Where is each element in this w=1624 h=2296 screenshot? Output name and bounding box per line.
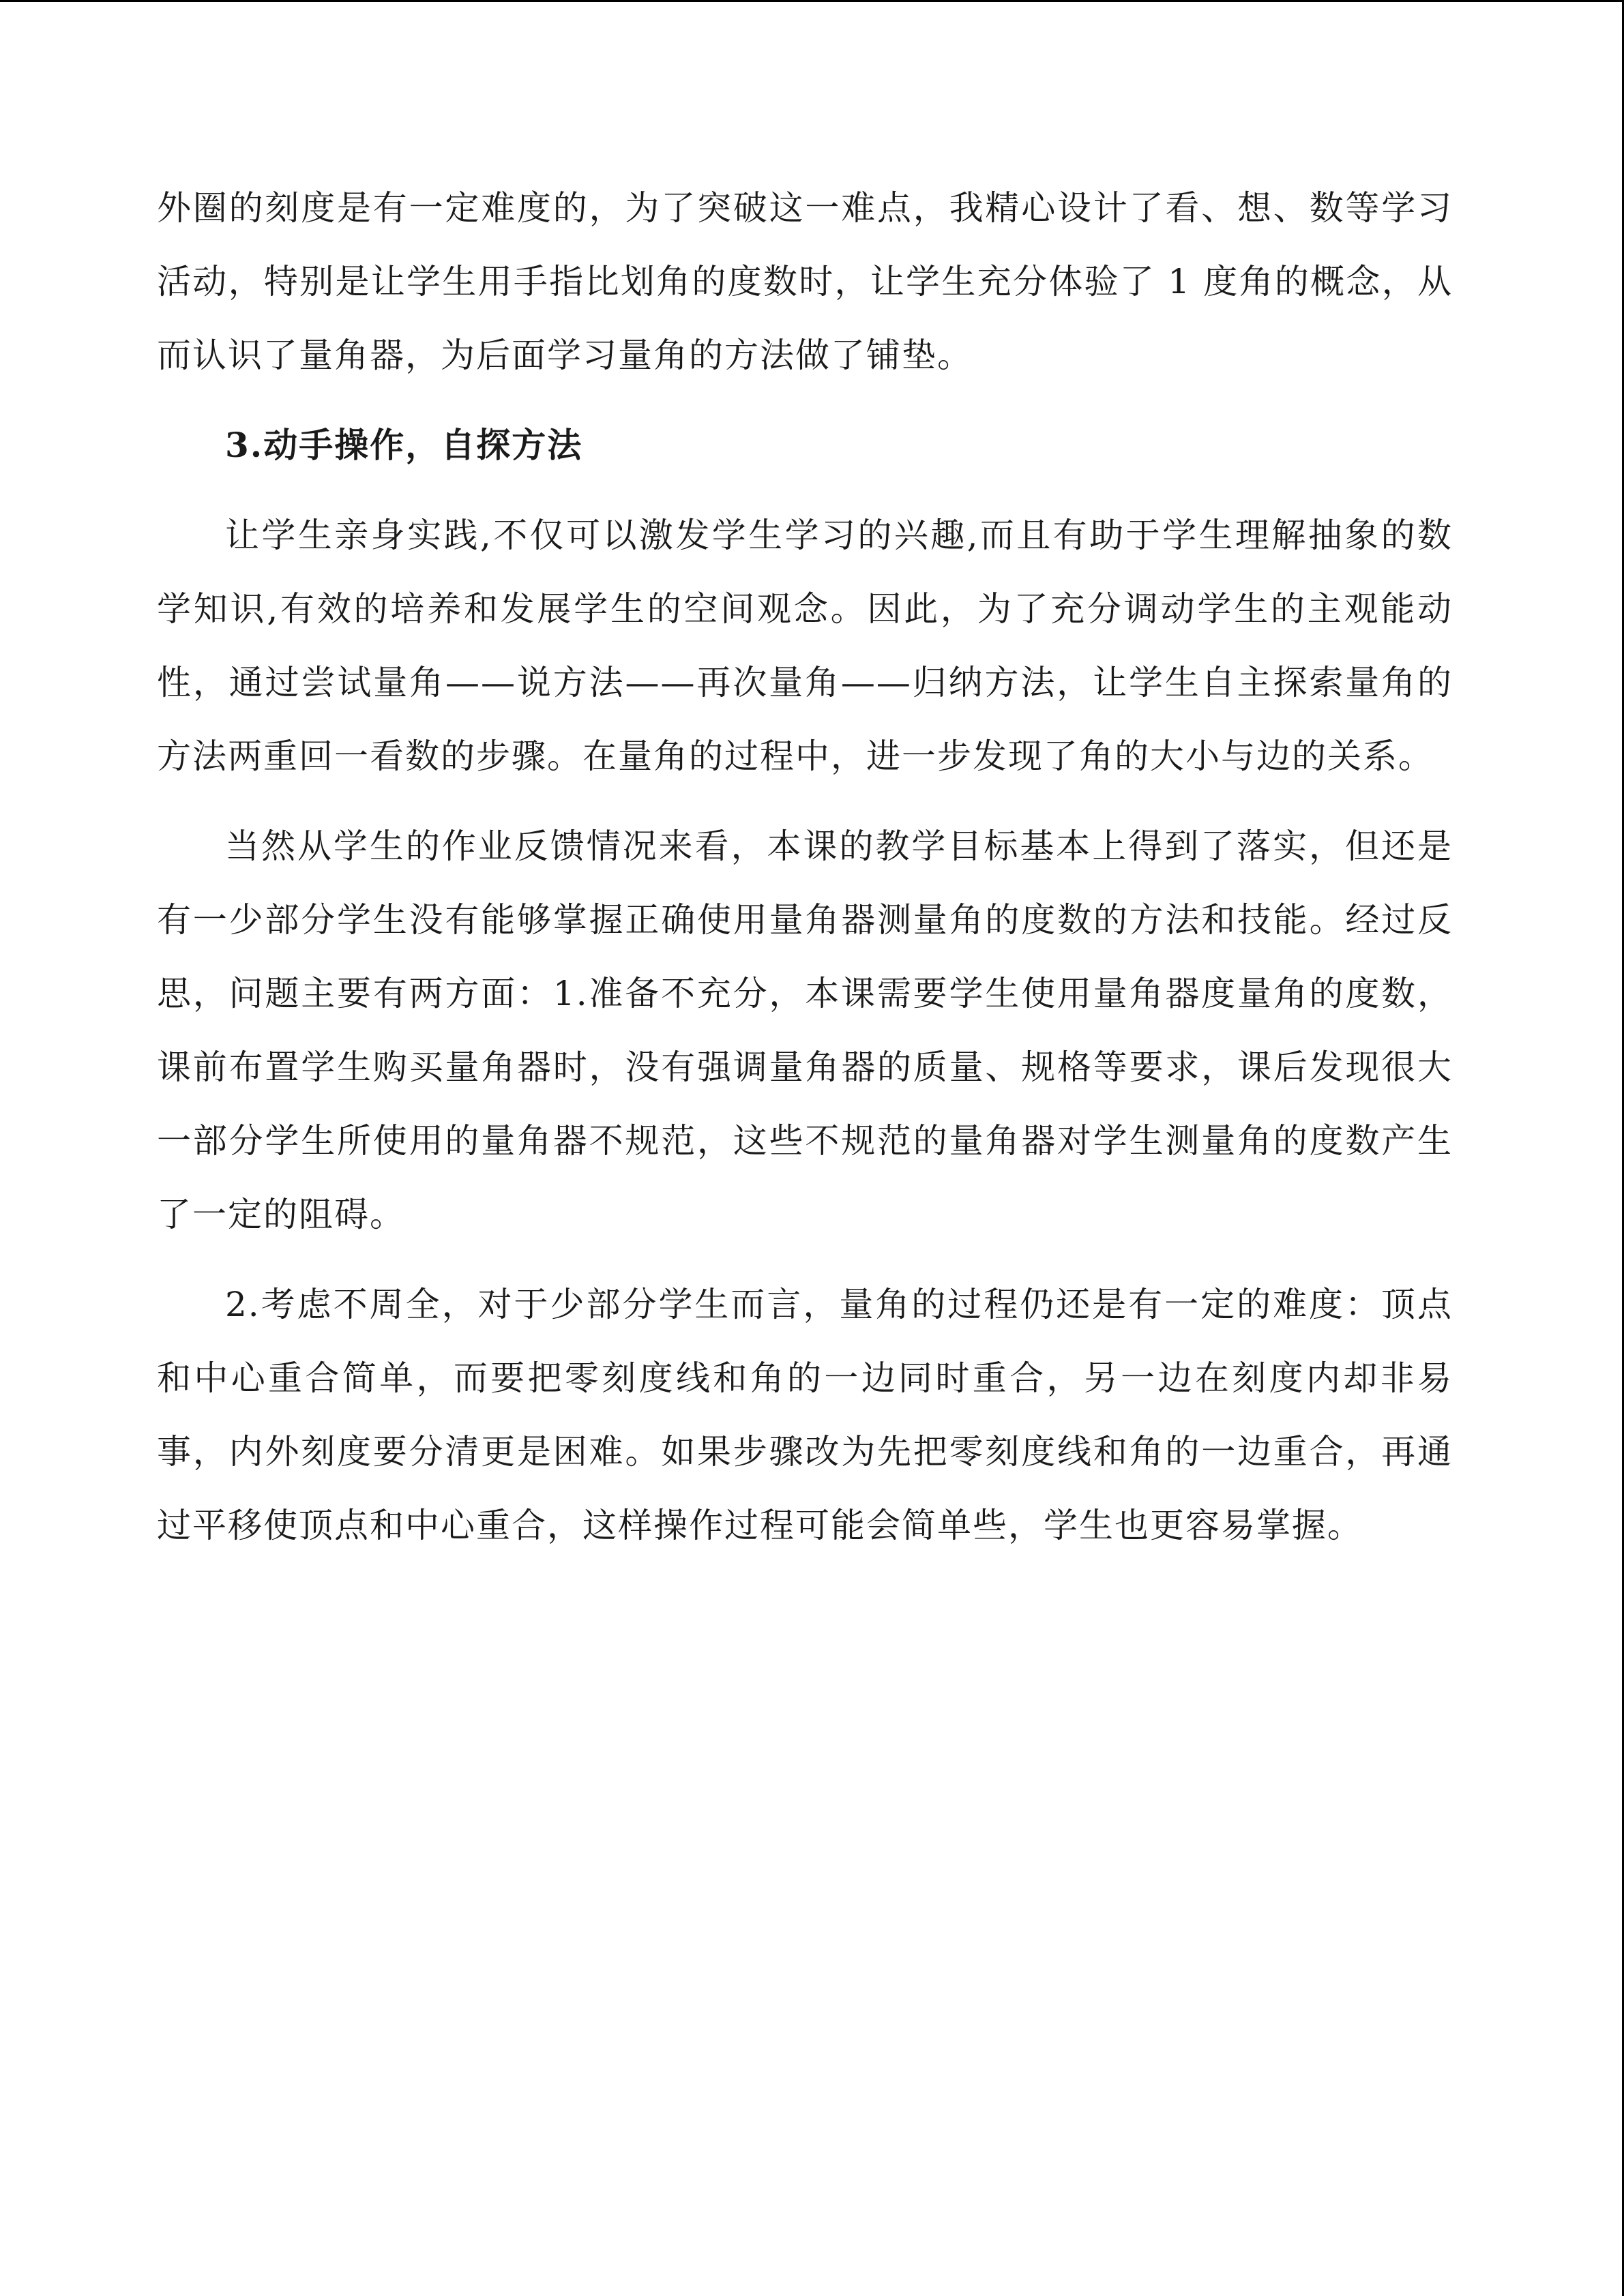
paragraph-continued: 外圈的刻度是有一定难度的，为了突破这一难点，我精心设计了看、想、数等学习活动，特别是让学生用手指比划角的度数时，让学生充分体验了 1 度角的概念，从而认识了量角器，为后面学习量角的方法做了铺垫。: [157, 188, 1453, 375]
paragraph: 当然从学生的作业反馈情况来看，本课的教学目标基本上得到了落实，但还是有一少部分学生没有能够掌握正确使用量角器测量角的度数的方法和技能。经过反思，问题主要有两方面：1.准备不充分，本课需要学生使用量角器度量角的度数，课前布置学生购买量角器时，没有强调量角器的质量、规格等要求，课后发现很大一部分学生所使用的量角器不规范，这些不规范的量角器对学生测量角的度数产生了一定的阻碍。: [157, 826, 1453, 1234]
paragraph: 2.考虑不周全，对于少部分学生而言，量角的过程仍还是有一定的难度：顶点和中心重合简单，而要把零刻度线和角的一边同时重合，另一边在刻度内却非易事，内外刻度要分清更是困难。如果步骤改为先把零刻度线和角的一边重合，再通过平移使顶点和中心重合，这样操作过程可能会简单些，学生也更容易掌握。: [157, 1285, 1453, 1545]
paragraph: 让学生亲身实践,不仅可以激发学生学习的兴趣,而且有助于学生理解抽象的数学知识,有效的培养和发展学生的空间观念。因此，为了充分调动学生的主观能动性，通过尝试量角——说方法——再次量角——归纳方法，让学生自主探索量角的方法两重回一看数的步骤。在量角的过程中，进一步发现了角的大小与边的关系。: [157, 516, 1453, 776]
section-heading: 3.动手操作，自探方法: [225, 425, 583, 465]
document-body: [157, 171, 1453, 1562]
